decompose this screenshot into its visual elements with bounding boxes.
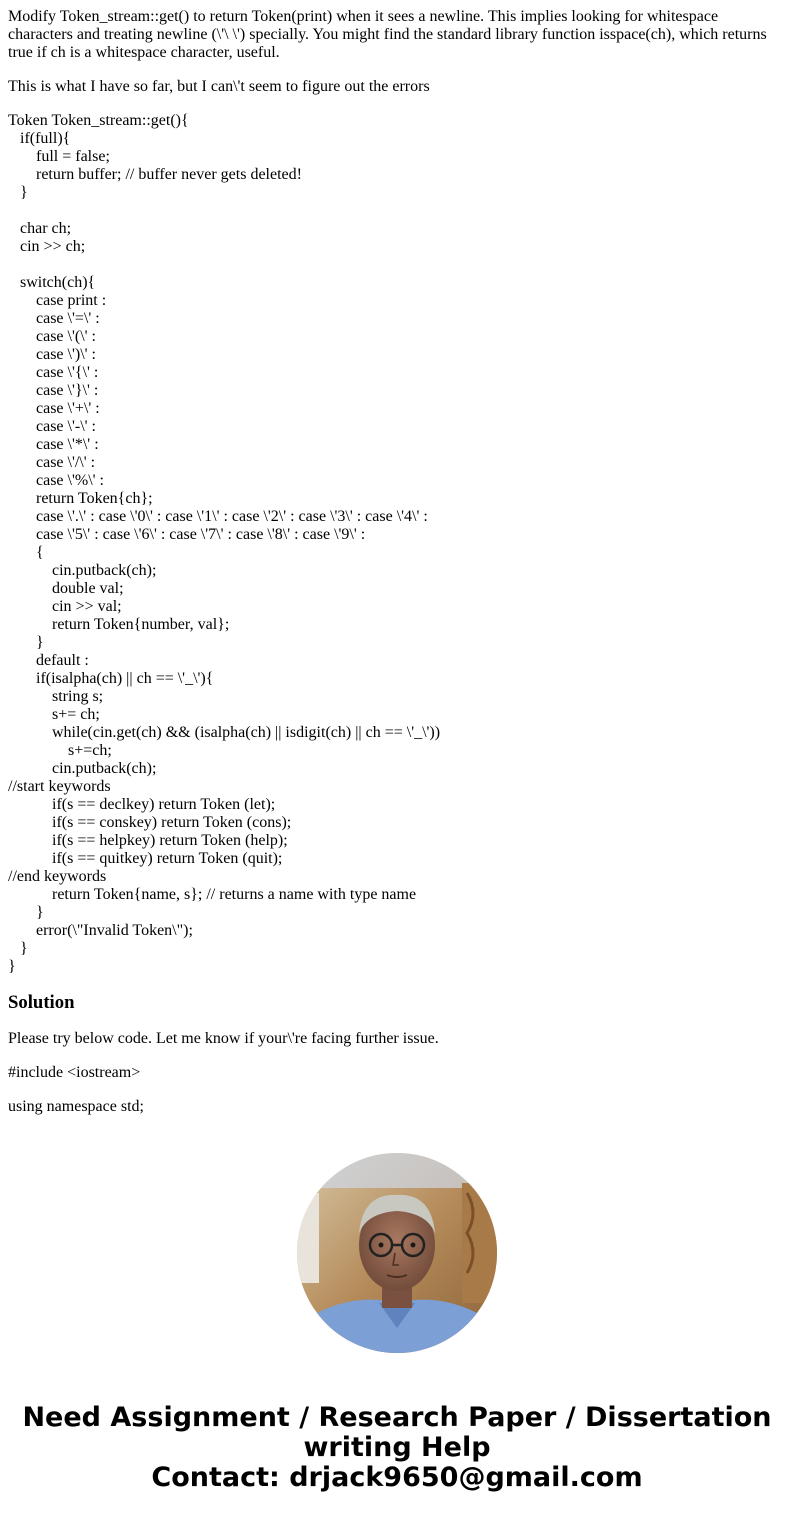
solution-namespace-line: using namespace std; xyxy=(8,1098,144,1115)
code-line: case \'{\' : xyxy=(8,364,99,381)
code-line: if(s == helpkey) return Token (help); xyxy=(8,832,288,849)
code-line: double val; xyxy=(8,580,124,597)
code-line: switch(ch){ xyxy=(8,274,96,291)
code-line: Token Token_stream::get(){ xyxy=(8,112,189,129)
code-line: cin >> val; xyxy=(8,598,122,615)
code-line: //end keywords xyxy=(8,868,107,885)
question-section xyxy=(8,8,786,976)
code-line: if(s == conskey) return Token (cons); xyxy=(8,814,292,831)
code-line: } xyxy=(8,904,44,921)
solution-include-line: #include <iostream> xyxy=(8,1064,141,1081)
code-line xyxy=(8,202,786,220)
code-line: default : xyxy=(8,652,89,669)
solution-heading: Solution xyxy=(8,992,75,1013)
code-line: case \'-\' : xyxy=(8,418,96,435)
solution-section xyxy=(8,992,786,1116)
code-line: cin >> ch; xyxy=(8,238,86,255)
code-line: s+= ch; xyxy=(8,706,100,723)
code-line: if(s == declkey) return Token (let); xyxy=(8,796,276,813)
question-paragraph-1: Modify Token_stream::get() to return Token(print) when it sees a newline. This implies looking for whitespace characters and treating newline (\'\ \') specially. You might find the standard library function isspace(ch), which returns true if ch is a whitespace character, useful. xyxy=(8,8,767,61)
code-line: return buffer; // buffer never gets deleted! xyxy=(8,166,302,183)
code-line: case \'/\' : xyxy=(8,454,96,471)
code-line: case \'}\' : xyxy=(8,382,99,399)
footer-contact-line: Contact: drjack9650@gmail.com xyxy=(151,1462,643,1493)
solution-intro: Please try below code. Let me know if your\'re facing further issue. xyxy=(8,1030,439,1047)
code-line: return Token{number, val}; xyxy=(8,616,230,633)
code-line: if(s == quitkey) return Token (quit); xyxy=(8,850,283,867)
code-line: full = false; xyxy=(8,148,110,165)
code-line: } xyxy=(8,184,28,201)
code-line: if(full){ xyxy=(8,130,71,147)
code-line xyxy=(8,256,786,274)
code-line: return Token{ch}; xyxy=(8,490,153,507)
footer-line-1: Need Assignment / Research Paper / Dissertation xyxy=(22,1402,772,1433)
code-line: case \'5\' : case \'6\' : case \'7\' : case \'8\' : case \'9\' : xyxy=(8,526,366,543)
code-line: { xyxy=(8,544,44,561)
code-line: string s; xyxy=(8,688,104,705)
code-line: if(isalpha(ch) || ch == \'_\'){ xyxy=(8,670,214,687)
contact-footer xyxy=(0,1403,794,1493)
code-line: cin.putback(ch); xyxy=(8,562,157,579)
code-line: case \'*\' : xyxy=(8,436,99,453)
avatar-portrait xyxy=(297,1153,497,1353)
code-line: case \'%\' : xyxy=(8,472,104,489)
code-line: case \'=\' : xyxy=(8,310,100,327)
code-line: case \'+\' : xyxy=(8,400,100,417)
code-line: case \'(\' : xyxy=(8,328,96,345)
code-line: case \'.\' : case \'0\' : case \'1\' : case \'2\' : case \'3\' : case \'4\' : xyxy=(8,508,428,525)
footer-line-2: writing Help xyxy=(303,1432,491,1463)
code-line: return Token{name, s}; // returns a name with type name xyxy=(8,886,417,903)
code-line: while(cin.get(ch) && (isalpha(ch) || isdigit(ch) || ch == \'_\')) xyxy=(8,724,441,741)
code-line: case print : xyxy=(8,292,107,309)
code-line: case \')\' : xyxy=(8,346,96,363)
code-line: //start keywords xyxy=(8,778,111,795)
code-line: char ch; xyxy=(8,220,72,237)
question-paragraph-2: This is what I have so far, but I can\'t seem to figure out the errors xyxy=(8,78,430,95)
code-line: error(\"Invalid Token\"); xyxy=(8,922,193,939)
code-line: cin.putback(ch); xyxy=(8,760,157,777)
code-line: } xyxy=(8,634,44,651)
code-line: } xyxy=(8,940,28,957)
code-line: } xyxy=(8,958,16,975)
code-line: s+=ch; xyxy=(8,742,112,759)
page-content xyxy=(8,8,786,1132)
avatar xyxy=(297,1153,497,1353)
code-block xyxy=(8,112,786,976)
